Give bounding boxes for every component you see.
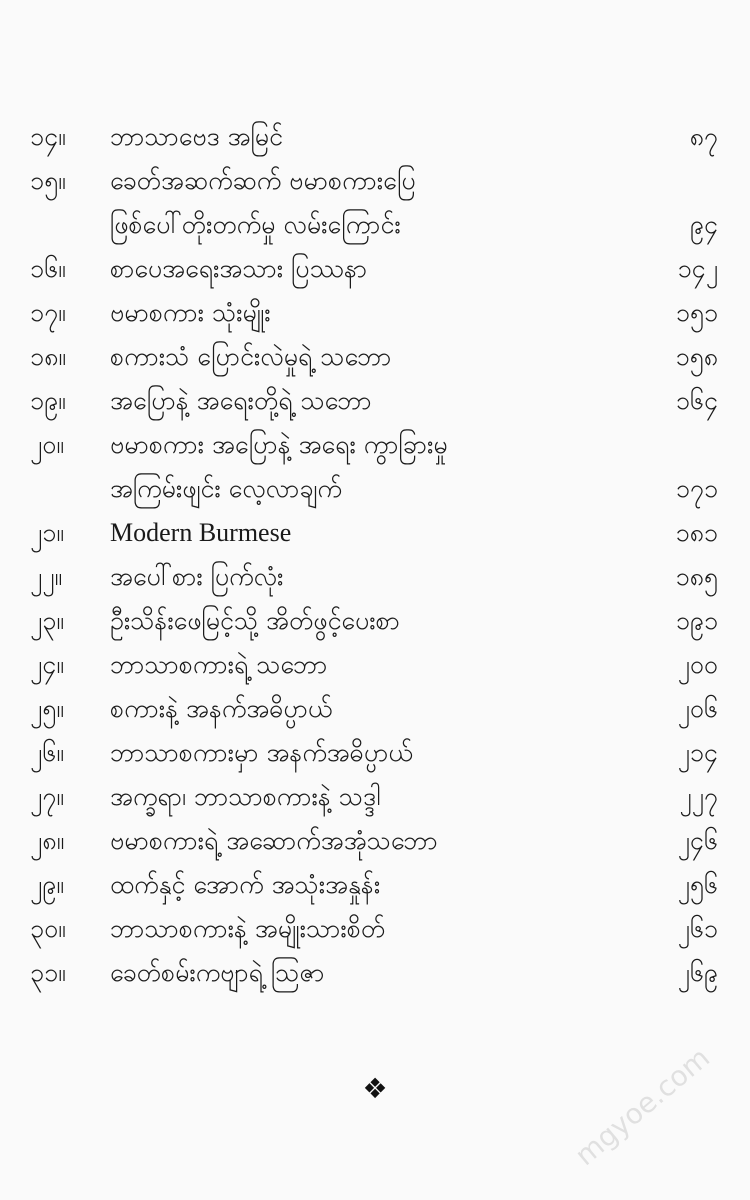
chapter-title: Modern Burmese bbox=[110, 518, 292, 547]
toc-entry bbox=[0, 731, 750, 775]
page-number: ၂၀၆ bbox=[677, 694, 718, 723]
toc-entry bbox=[0, 555, 750, 599]
chapter-number: ၁၈။ bbox=[30, 342, 66, 371]
chapter-title: အပေါ်စား ပြက်လုံး bbox=[110, 562, 284, 591]
chapter-number: ၂၅။ bbox=[30, 694, 64, 723]
page-number: ၈၇ bbox=[689, 122, 718, 151]
toc-entry bbox=[0, 511, 750, 555]
toc-entry bbox=[0, 599, 750, 643]
chapter-title: ဘာသာစကားရဲ့ သဘော bbox=[110, 650, 328, 679]
page-number: ၁၅၁ bbox=[675, 298, 718, 327]
watermark: mgyoe.com bbox=[568, 1040, 717, 1173]
chapter-title: ဦးသိန်းဖေမြင့်သို့ အိတ်ဖွင့်ပေးစာ bbox=[110, 606, 400, 635]
toc-entry bbox=[0, 819, 750, 863]
chapter-title: ဘာသာစကားနဲ့ အမျိုးသားစိတ် bbox=[110, 914, 386, 943]
chapter-title: စာပေအရေးအသား ပြဿနာ bbox=[110, 254, 368, 283]
chapter-number: ၃၀။ bbox=[30, 914, 66, 943]
chapter-number: ၂၁။ bbox=[30, 518, 64, 547]
page-number: ၁၉၁ bbox=[675, 606, 718, 635]
section-ornament: ❖ bbox=[362, 1072, 388, 1105]
chapter-number: ၂၂။ bbox=[30, 562, 63, 591]
toc-entry bbox=[0, 423, 750, 511]
toc-entry bbox=[0, 159, 750, 247]
page-number: ၁၈၅ bbox=[675, 562, 718, 591]
chapter-title: ထက်နှင့် အောက် အသုံးအနှုန်း bbox=[110, 870, 381, 899]
chapter-number: ၂၈။ bbox=[30, 826, 65, 855]
chapter-number: ၁၉။ bbox=[30, 386, 66, 415]
chapter-number: ၁၇။ bbox=[30, 298, 66, 327]
chapter-title: ခေတ်အဆက်ဆက် ဗမာစကားပြေ bbox=[110, 166, 416, 195]
chapter-number: ၂၉။ bbox=[30, 870, 64, 899]
toc-entry bbox=[0, 907, 750, 951]
toc-entry bbox=[0, 863, 750, 907]
chapter-number: ၂၃။ bbox=[30, 606, 64, 635]
chapter-title: ဗမာစကားရဲ့ အဆောက်အအုံသဘော bbox=[110, 826, 438, 855]
chapter-title-continued: ဖြစ်ပေါ်တိုးတက်မှု လမ်းကြောင်း bbox=[110, 210, 401, 239]
chapter-title: အပြောနဲ့ အရေးတို့ရဲ့ သဘော bbox=[110, 386, 372, 415]
chapter-number: ၁၆။ bbox=[30, 254, 66, 283]
toc-entry bbox=[0, 115, 750, 159]
page-number: ၁၄၂ bbox=[677, 254, 718, 283]
page-number: ၁၆၄ bbox=[675, 386, 718, 415]
toc-entry bbox=[0, 951, 750, 995]
page-number: ၁၇၁ bbox=[675, 474, 718, 503]
page-number: ၂၄၆ bbox=[677, 826, 718, 855]
chapter-number: ၁၄။ bbox=[30, 122, 66, 151]
page-number: ၂၂၇ bbox=[679, 782, 718, 811]
page-number: ၁၅၈ bbox=[675, 342, 718, 371]
chapter-title: အက္ခရာ၊ ဘာသာစကားနဲ့ သဒ္ဒါ bbox=[110, 782, 381, 811]
toc-entry bbox=[0, 379, 750, 423]
page-number: ၁၈၁ bbox=[675, 518, 718, 547]
page-number: ၂၅၆ bbox=[677, 870, 718, 899]
toc-entry bbox=[0, 643, 750, 687]
chapter-title: စကားနဲ့ အနက်အဓိပ္ပာယ် bbox=[110, 694, 333, 723]
toc-entry bbox=[0, 775, 750, 819]
toc-entry bbox=[0, 335, 750, 379]
chapter-title: ဘာသာစကားမှာ အနက်အဓိပ္ပာယ် bbox=[110, 738, 413, 767]
page-number: ၂၆၉ bbox=[677, 958, 718, 987]
chapter-title: ဗမာစကား အပြောနဲ့ အရေး ကွာခြားမှု bbox=[110, 430, 448, 459]
chapter-title-continued: အကြမ်းဖျင်း လေ့လာချက် bbox=[110, 474, 342, 503]
chapter-title: ဗမာစကား သုံးမျိုး bbox=[110, 298, 271, 327]
chapter-title: စကားသံ ပြောင်းလဲမှုရဲ့ သဘော bbox=[110, 342, 392, 371]
table-of-contents bbox=[0, 115, 750, 995]
chapter-number: ၂၀။ bbox=[30, 430, 64, 459]
chapter-number: ၁၅။ bbox=[30, 166, 66, 195]
page-number: ၂၁၄ bbox=[677, 738, 718, 767]
chapter-title: ခေတ်စမ်းကဗျာရဲ့ သြဇာ bbox=[110, 958, 325, 987]
chapter-number: ၃၁။ bbox=[30, 958, 66, 987]
toc-entry bbox=[0, 687, 750, 731]
toc-entry bbox=[0, 291, 750, 335]
chapter-number: ၂၄။ bbox=[30, 650, 64, 679]
page-number: ၉၄ bbox=[689, 210, 718, 239]
page-number: ၂၀၀ bbox=[677, 650, 718, 679]
chapter-number: ၂၆။ bbox=[30, 738, 64, 767]
toc-entry bbox=[0, 247, 750, 291]
chapter-number: ၂၇။ bbox=[30, 782, 64, 811]
chapter-title: ဘာသာဗေဒ အမြင် bbox=[110, 122, 283, 151]
page-number: ၂၆၁ bbox=[677, 914, 718, 943]
